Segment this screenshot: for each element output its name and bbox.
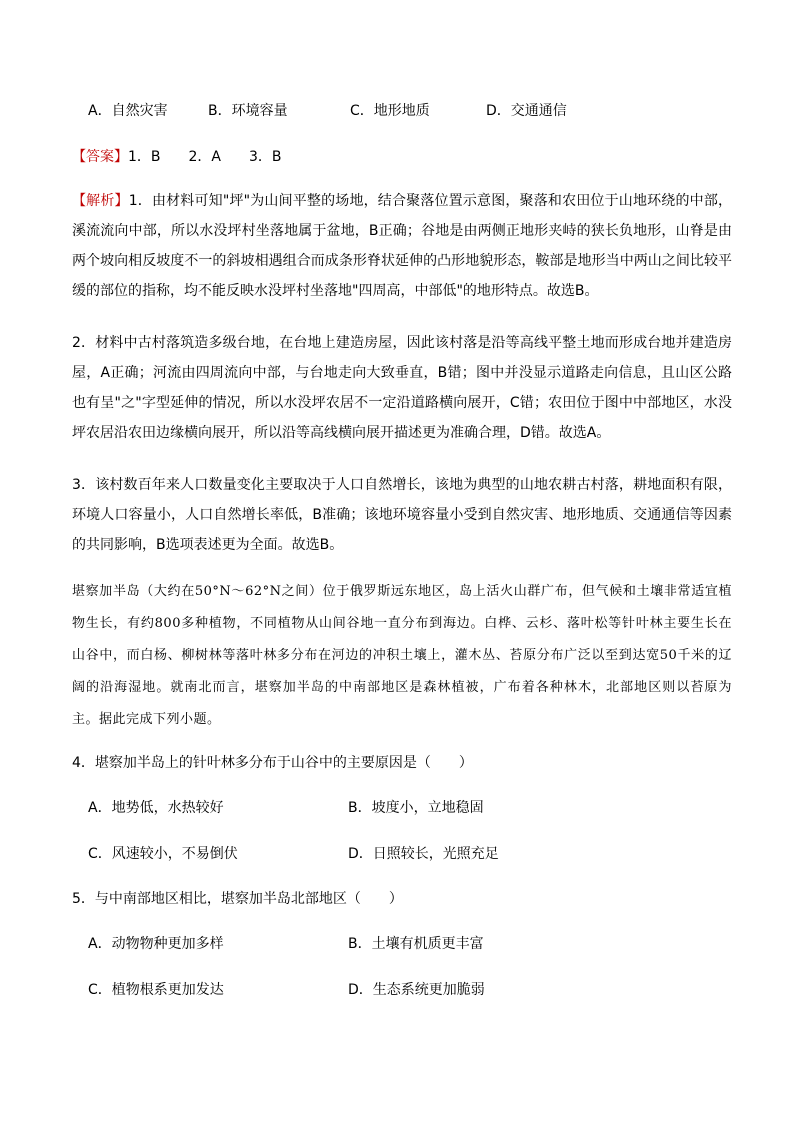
- analysis-paragraph-1: [72, 186, 732, 306]
- reading-material: [72, 576, 732, 736]
- question-4-option-b: B．坡度小，立地稳固: [348, 800, 484, 816]
- analysis-paragraph-2: [72, 328, 732, 448]
- question-4-option-c: C．风速较小，不易倒伏: [88, 846, 238, 862]
- option-a: A．自然灾害: [88, 103, 168, 119]
- option-c: C．地形地质: [350, 103, 430, 119]
- question-5-option-c: C．植物根系更加发达: [88, 982, 224, 998]
- analysis-label: 【解析】: [72, 193, 129, 209]
- material-text: 堪察加半岛（大约在50°N～62°N之间）位于俄罗斯远东地区，岛上活火山群广布，但气候和土壤非常适宜植物生长，有约800多种植物，不同植物从山间谷地一直分布到海边。白桦、云杉、落叶松等针叶林主要生长在山谷中，而白杨、柳树林等落叶林多分布在河边的冲积土壤上，灌木丛、苔原分布广泛以至到达宽50千米的辽阔的沿海湿地。就南北而言，堪察加半岛的中南部地区是森林植被，广布着各种林木，北部地区则以苔原为主。据此完成下列小题。: [72, 584, 732, 727]
- answer-label: 【答案】: [72, 149, 128, 165]
- question-4-option-d: D．日照较长，光照充足: [348, 846, 499, 862]
- answer-line: [72, 146, 282, 168]
- answer-value: 1．B 2．A 3．B: [128, 149, 282, 165]
- question-5-stem: 5．与中南部地区相比，堪察加半岛北部地区（ ）: [72, 891, 403, 907]
- option-b: B．环境容量: [208, 103, 288, 119]
- question-5-option-a: A．动物物种更加多样: [88, 936, 224, 952]
- analysis-paragraph-3: [72, 470, 732, 560]
- question-4-option-a: A．地势低，水热较好: [88, 800, 224, 816]
- option-d: D．交通通信: [486, 103, 567, 119]
- analysis-text-2: 2．材料中古村落筑造多级台地，在台地上建造房屋，因此该村落是沿等高线平整土地而形成台地并建造房屋，A正确；河流由四周流向中部，与台地走向大致垂直，B错；图中并没显示道路走向信息，且山区公路也有呈"之"字型延伸的情况，所以水没坪农居不一定沿道路横向展开，C错；农田位于图中中部地区，水没坪农居沿农田边缘横向展开，所以沿等高线横向展开描述更为准确合理，D错。故选A。: [72, 335, 732, 441]
- question-5-option-b: B．土壤有机质更丰富: [348, 936, 484, 952]
- question-4-stem: 4．堪察加半岛上的针叶林多分布于山谷中的主要原因是（ ）: [72, 755, 473, 771]
- analysis-text-3: 3．该村数百年来人口数量变化主要取决于人口自然增长，该地为典型的山地农耕古村落，耕地面积有限，环境人口容量小，人口自然增长率低，B准确；该地环境容量小受到自然灾害、地形地质、交通通信等因素的共同影响，B选项表述更为全面。故选B。: [72, 477, 732, 553]
- analysis-text-1: 1．由材料可知"坪"为山间平整的场地，结合聚落位置示意图，聚落和农田位于山地环绕的中部，溪流流向中部，所以水没坪村坐落地属于盆地，B正确；谷地是由两侧正地形夹峙的狭长负地形，山脊是由两个坡向相反坡度不一的斜坡相遇组合而成条形脊状延伸的凸形地貌形态，鞍部是地形当中两山之间比较平缓的部位的指称，均不能反映水没坪村坐落地"四周高，中部低"的地形特点。故选B。: [72, 193, 732, 299]
- question-5-option-d: D．生态系统更加脆弱: [348, 982, 485, 998]
